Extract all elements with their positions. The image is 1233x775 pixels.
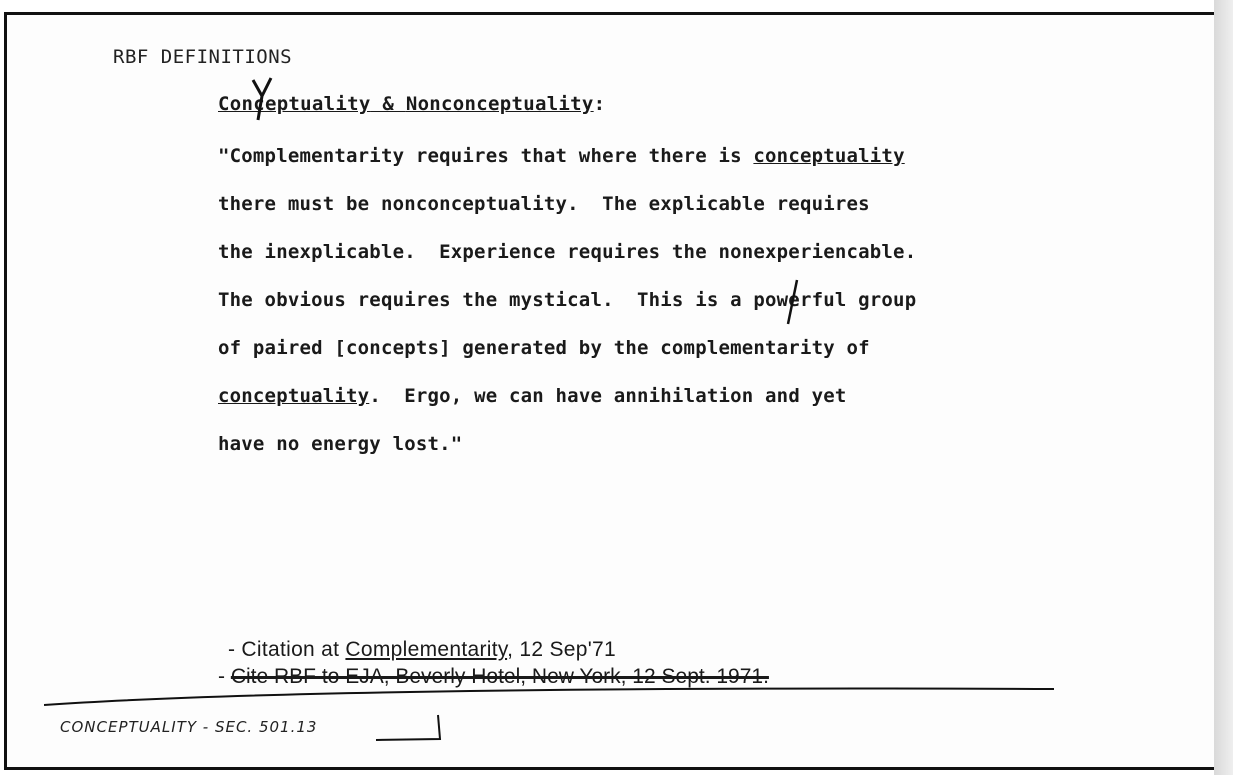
quote-line-5: of paired [concepts] generated by the complementarity of <box>218 337 870 359</box>
handwritten-box <box>374 712 442 742</box>
struck-citation: - Cite RBF to EJA, Beverly Hotel, New York, 12 Sept. 1971. <box>218 665 769 688</box>
quote-line-7: have no energy lost." <box>218 433 463 455</box>
handwritten-y-mark <box>250 74 274 122</box>
title-colon: : <box>593 93 606 115</box>
quote-line-2: there must be nonconceptuality. The explicable requires <box>218 193 870 215</box>
handwritten-divider <box>44 683 1054 713</box>
quote-body <box>218 140 916 476</box>
title-amp: & <box>370 93 406 115</box>
page-edge-shadow <box>1214 0 1233 775</box>
definition-title <box>218 93 605 115</box>
page-heading: RBF DEFINITIONS <box>113 46 293 68</box>
underlined-conceptuality: conceptuality <box>753 145 905 167</box>
quote-line-3: the inexplicable. Experience requires the nonexperiencable. <box>218 241 917 263</box>
citation-link: Complementarity <box>345 638 508 661</box>
handwritten-slash-mark <box>785 278 799 326</box>
citation-line: - Citation at Complementarity, 12 Sep'71 <box>228 638 616 661</box>
quote-line-4: The obvious requires the mystical. This is a powerful group <box>218 289 917 311</box>
handwritten-section-label: CONCEPTUALITY - SEC. 501.13 <box>60 718 318 736</box>
struck-text: Cite RBF to EJA, Beverly Hotel, New York, 12 Sept. 1971. <box>230 665 769 688</box>
quote-line-6: conceptuality. Ergo, we can have annihilation and yet <box>218 385 847 407</box>
title-term-2: Nonconceptuality <box>405 93 594 115</box>
quote-line-1: "Complementarity requires that where there is conceptuality <box>218 145 905 167</box>
underlined-conceptuality-2: conceptuality <box>218 385 370 407</box>
title-term-1: Conceptuality <box>218 93 371 115</box>
